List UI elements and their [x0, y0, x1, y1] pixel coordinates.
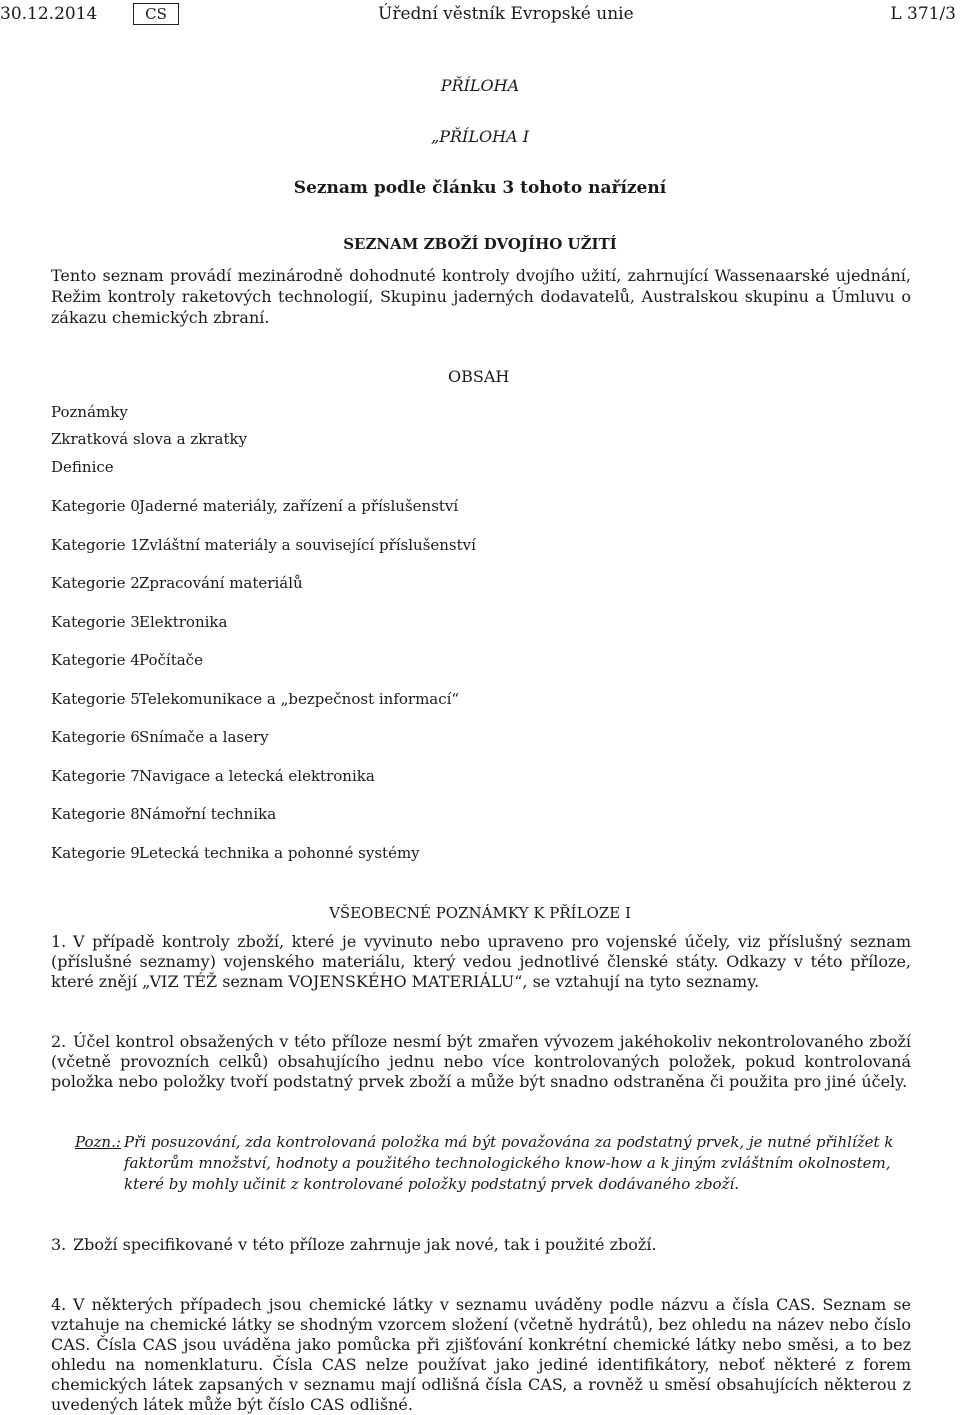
category-title: Elektronika: [139, 613, 228, 631]
category-label: Kategorie 8: [51, 805, 140, 823]
journal-title: Úřední věstník Evropské unie: [378, 4, 634, 24]
note-number: 2.: [51, 1032, 67, 1051]
contents-title: OBSAH: [448, 367, 510, 386]
category-label: Kategorie 4: [51, 651, 140, 669]
toc-notes: Poznámky: [51, 403, 128, 421]
remark-label: Pozn.:: [75, 1133, 121, 1151]
category-label: Kategorie 9: [51, 844, 140, 862]
annex-heading: PŘÍLOHA: [440, 76, 520, 95]
note-number: 1.: [51, 932, 67, 951]
note-number: 3.: [51, 1235, 67, 1254]
category-title: Navigace a letecká elektronika: [139, 767, 375, 785]
general-note-4: [51, 1295, 911, 1415]
category-title: Zvláštní materiály a související příslušenství: [139, 536, 476, 554]
note-text: Zboží specifikované v této příloze zahrnuje jak nové, tak i použité zboží.: [73, 1235, 657, 1254]
dual-use-title: SEZNAM ZBOŽÍ DVOJÍHO UŽITÍ: [343, 235, 617, 253]
remark-block: [75, 1132, 911, 1195]
general-notes-title: VŠEOBECNÉ POZNÁMKY K PŘÍLOZE I: [329, 904, 631, 922]
category-title: Jaderné materiály, zařízení a příslušenství: [139, 497, 459, 515]
page-reference: L 371/3: [890, 4, 956, 24]
remark-text: Při posuzování, zda kontrolovaná položka má být považována za podstatný prvek, je nutné přihlížet k faktorům množství, hodnoty a použitého technologického know-how a k jiným zvláštním okolnostem, které by mohly učinit z kontrolované položky podstatný prvek dodávaného zboží.: [124, 1133, 894, 1193]
category-label: Kategorie 7: [51, 767, 140, 785]
intro-paragraph: Tento seznam provádí mezinárodně dohodnuté kontroly dvojího užití, zahrnující Wassenaarské ujednání, Režim kontroly raketových technologií, Skupinu jaderných dodavatelů, Australskou skupinu a Úmluvu o zákazu chemických zbraní.: [51, 266, 911, 327]
note-text: V některých případech jsou chemické látky v seznamu uváděny podle názvu a čísla CAS. Seznam se vztahuje na chemické látky se shodným vzorcem složení (včetně hydrátů), bez ohledu na název nebo číslo CAS. Čísla CAS jsou uváděna jako pomůcka při zjišťování konkrétní chemické látky nebo směsi, a to bez ohledu na nomenklaturu. Čísla CAS nelze používat jako jediné identifikátory, neboť některé z forem chemických látek zapsaných v seznamu mají odlišná čísla CAS, a rovněž u směsí obsahujících některou z uvedených látek může být číslo CAS odlišné.: [51, 1295, 911, 1414]
category-title: Telekomunikace a „bezpečnost informací“: [139, 690, 460, 708]
category-label: Kategorie 1: [51, 536, 140, 554]
language-code-box: CS: [133, 3, 179, 25]
category-label: Kategorie 2: [51, 574, 140, 592]
note-number: 4.: [51, 1295, 67, 1314]
category-title: Letecká technika a pohonné systémy: [139, 844, 420, 862]
annex-i-heading: „PŘÍLOHA I: [430, 127, 530, 146]
category-title: Zpracování materiálů: [139, 574, 303, 592]
toc-definitions: Definice: [51, 458, 114, 476]
category-label: Kategorie 3: [51, 613, 140, 631]
category-label: Kategorie 0: [51, 497, 140, 515]
general-note-2: [51, 1032, 911, 1092]
toc-abbreviations: Zkratková slova a zkratky: [51, 430, 248, 448]
category-title: Námořní technika: [139, 805, 277, 823]
publication-date: 30.12.2014: [0, 4, 98, 24]
list-title: Seznam podle článku 3 tohoto nařízení: [293, 178, 667, 198]
category-title: Snímače a lasery: [139, 728, 269, 746]
general-note-3: [51, 1235, 911, 1255]
note-text: Účel kontrol obsažených v této příloze nesmí být zmařen vývozem jakéhokoliv nekontrolovaného zboží (včetně provozních celků) obsahujícího jednu nebo více kontrolovaných položek, pokud kontrolovaná položka nebo položky tvoří podstatný prvek zboží a může být snadno odstraněna či použita pro jiné účely.: [51, 1032, 911, 1091]
general-note-1: [51, 932, 911, 992]
category-label: Kategorie 6: [51, 728, 140, 746]
category-title: Počítače: [139, 651, 203, 669]
category-label: Kategorie 5: [51, 690, 140, 708]
note-text: V případě kontroly zboží, které je vyvinuto nebo upraveno pro vojenské účely, viz příslušný seznam (příslušné seznamy) vojenského materiálu, který vedou jednotlivé členské státy. Odkazy v této příloze, které znějí „VIZ TÉŽ seznam VOJENSKÉHO MATERIÁLU“, se vztahují na tyto seznamy.: [51, 932, 911, 991]
